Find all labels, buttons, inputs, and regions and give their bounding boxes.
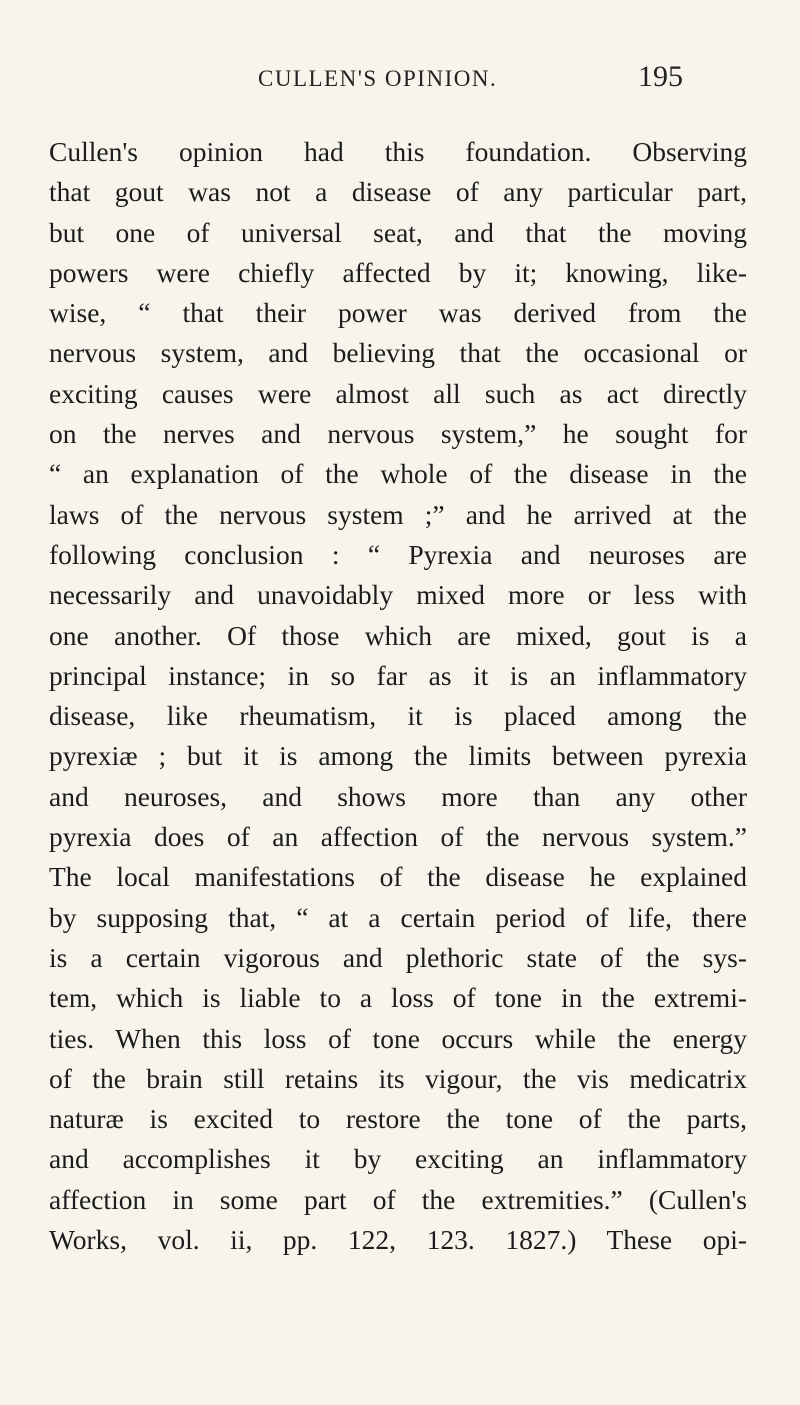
running-header xyxy=(0,60,800,106)
text-line: and accomplishes it by exciting an inflammatory xyxy=(49,1143,747,1175)
text-line: wise, “ that their power was derived from the xyxy=(49,297,747,329)
text-line: pyrexiæ ; but it is among the limits between pyrexia xyxy=(49,740,747,772)
text-line: on the nerves and nervous system,” he sought for xyxy=(49,418,747,450)
text-line: naturæ is excited to restore the tone of the parts, xyxy=(49,1103,747,1135)
text-line: affection in some part of the extremities.” (Cullen's xyxy=(49,1183,747,1215)
text-line: principal instance; in so far as it is an inflammatory xyxy=(49,659,747,691)
text-line: by supposing that, “ at a certain period of life, there xyxy=(49,901,747,933)
body-paragraph xyxy=(49,132,789,1260)
text-line: exciting causes were almost all such as act directly xyxy=(49,377,747,409)
text-line: laws of the nervous system ;” and he arrived at the xyxy=(49,498,747,530)
text-line: tem, which is liable to a loss of tone in the extremi- xyxy=(49,982,747,1014)
text-line: Cullen's opinion had this foundation. Observing xyxy=(49,136,747,167)
text-line: nervous system, and believing that the occasional or xyxy=(49,337,747,369)
running-title: CULLEN'S OPINION. xyxy=(258,66,498,91)
text-line: of the brain still retains its vigour, the vis medicatrix xyxy=(49,1062,747,1094)
text-line: that gout was not a disease of any particular part, xyxy=(49,176,747,208)
text-line: powers were chiefly affected by it; knowing, like- xyxy=(49,256,747,288)
page-number: 195 xyxy=(638,60,683,93)
text-line: “ an explanation of the whole of the disease in the xyxy=(49,458,747,490)
text-line: pyrexia does of an affection of the nervous system.” xyxy=(49,821,747,853)
text-line: Works, vol. ii, pp. 122, 123. 1827.) These opi- xyxy=(49,1224,747,1256)
text-line: but one of universal seat, and that the moving xyxy=(49,216,747,248)
text-line: disease, like rheumatism, it is placed among the xyxy=(49,700,747,732)
text-line: is a certain vigorous and plethoric state of the sys- xyxy=(49,941,747,973)
text-line: one another. Of those which are mixed, gout is a xyxy=(49,619,747,651)
text-line: following conclusion : “ Pyrexia and neuroses are xyxy=(49,538,747,570)
text-line: and neuroses, and shows more than any other xyxy=(49,780,747,812)
text-line: The local manifestations of the disease he explained xyxy=(49,861,747,893)
text-line: ties. When this loss of tone occurs while the energy xyxy=(49,1022,747,1054)
text-line: necessarily and unavoidably mixed more or less with xyxy=(49,579,747,611)
